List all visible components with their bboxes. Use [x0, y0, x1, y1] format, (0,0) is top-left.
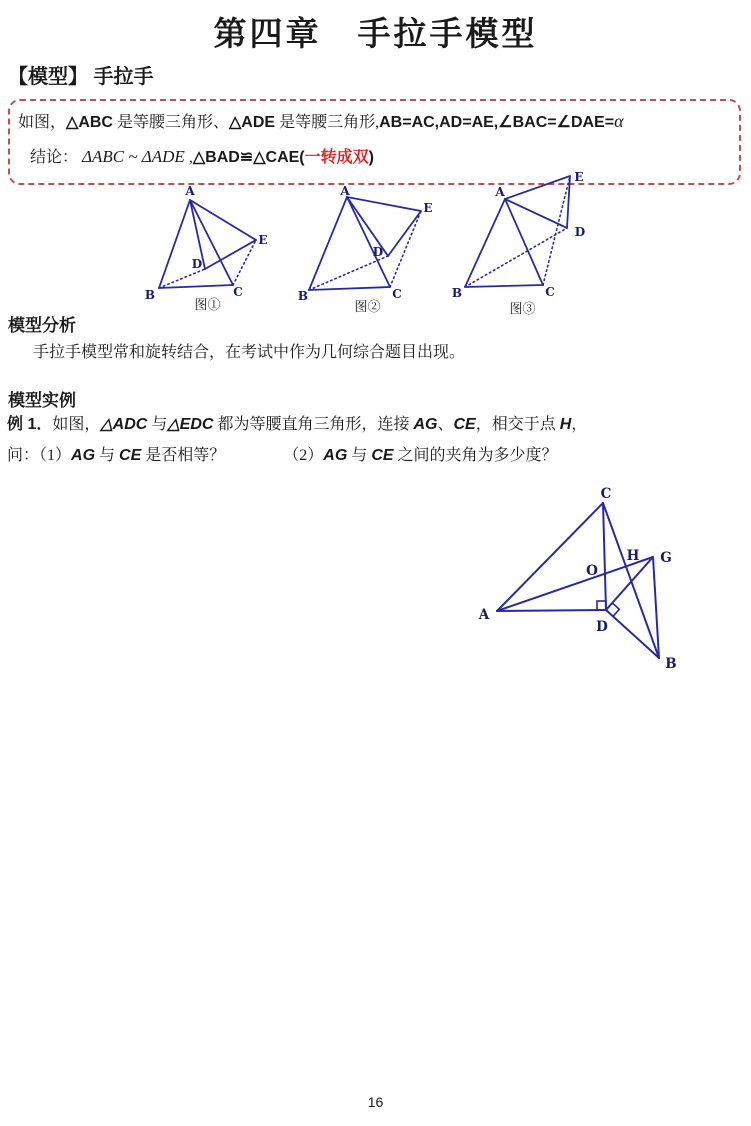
- math-term: AG: [71, 447, 96, 464]
- vertex-label-e: E: [423, 201, 433, 215]
- text-segment: ,: [184, 149, 193, 166]
- math-term: CE: [453, 416, 476, 433]
- vertex-label-d: D: [191, 257, 203, 271]
- vertex-label-a: A: [495, 185, 505, 199]
- edge-bc: [465, 285, 543, 287]
- text-segment: ，: [571, 416, 588, 433]
- edge-ae: [347, 197, 421, 211]
- vertex-label-a: A: [478, 607, 490, 623]
- vertex-label-a: A: [340, 184, 350, 198]
- vertex-label-c: C: [545, 285, 555, 299]
- text-segment: 是否相等？: [141, 447, 226, 464]
- edge-bc: [159, 285, 233, 288]
- text-segment: 与: [347, 447, 372, 464]
- highlight-red-text: 一转成双: [304, 149, 369, 166]
- figure-3-diagram: [450, 170, 595, 302]
- edge-ad: [497, 610, 606, 611]
- text-segment: 如图，: [52, 416, 101, 433]
- right-angle-mark: [597, 601, 606, 610]
- vertex-label-c: C: [392, 287, 402, 301]
- text-segment: 之间的夹角为多少度？: [393, 447, 558, 464]
- figure-1-caption: 图①: [194, 297, 221, 312]
- text-segment: ): [368, 149, 374, 166]
- vertex-label-b: B: [665, 656, 677, 672]
- text-segment: 是等腰三角形、: [112, 114, 229, 131]
- edge-ce-dotted: [543, 176, 570, 285]
- example1-line1: [7, 411, 587, 434]
- model-section-heading: 【模型】 手拉手: [8, 66, 154, 88]
- page-title: 第四章 手拉手模型: [213, 14, 538, 53]
- vertex-label-d: D: [372, 245, 384, 259]
- analysis-heading: 模型分析: [8, 316, 76, 335]
- edge-ab: [465, 199, 505, 287]
- edge-de: [388, 211, 421, 256]
- figure-2-caption: 图②: [354, 299, 381, 314]
- vertex-label-d: D: [574, 225, 586, 239]
- text-segment: 如图，: [18, 114, 67, 131]
- model-box-line2: [30, 144, 374, 167]
- vertex-label-b: B: [451, 286, 463, 300]
- edge-ca: [505, 199, 543, 285]
- right-angle-diamond-mark: [606, 603, 619, 617]
- math-term: AG: [323, 447, 348, 464]
- math-term: AB=AC,AD=AE,∠BAC=∠DAE=: [379, 114, 615, 131]
- math-term: AG: [413, 416, 438, 433]
- math-term: CE: [119, 447, 142, 464]
- edge-bd-dotted: [465, 228, 567, 287]
- example1-diagram: [450, 480, 710, 680]
- math-term: H: [559, 416, 572, 433]
- text-segment: 都为等腰直角三角形，连接: [213, 416, 414, 433]
- edge-bd-dotted: [159, 269, 205, 288]
- math-term: △ABC: [66, 114, 113, 131]
- vertex-label-c: C: [600, 486, 612, 502]
- edge-ae: [505, 176, 570, 199]
- analysis-body: 手拉手模型常和旋转结合，在考试中作为几何综合题目出现。: [33, 344, 466, 361]
- vertex-label-a: A: [185, 184, 195, 198]
- point-label-h: H: [626, 548, 640, 564]
- math-term: CE: [371, 447, 394, 464]
- congruence-statement: △BAD≌△CAE(: [192, 149, 305, 166]
- edge-ca: [347, 197, 390, 287]
- vertex-label-e: E: [574, 170, 584, 184]
- similarity-statement: ΔABC ~ ΔADE: [82, 147, 185, 166]
- text-segment: 是等腰三角形,: [275, 114, 380, 131]
- edge-cd: [603, 503, 606, 610]
- examples-heading: 模型实例: [8, 391, 76, 410]
- vertex-label-e: E: [258, 233, 268, 247]
- point-label-o: O: [586, 563, 598, 579]
- model-definition-box: [8, 99, 741, 185]
- edge-ce-dotted: [390, 211, 421, 287]
- text-segment: 与: [147, 416, 168, 433]
- page-number: 16: [367, 1094, 384, 1110]
- edge-bc: [309, 287, 390, 290]
- alpha-symbol: α: [614, 111, 624, 131]
- model-box-line1: [18, 109, 624, 132]
- vertex-label-d: D: [596, 619, 608, 635]
- vertex-label-b: B: [297, 289, 309, 303]
- text-segment: 结论：: [30, 149, 83, 166]
- example1-line2: [7, 442, 558, 465]
- math-term: △ADE: [229, 114, 276, 131]
- figure-2-diagram: [297, 184, 435, 312]
- edge-ac: [497, 503, 603, 611]
- vertex-label-b: B: [144, 288, 156, 302]
- vertex-label-g: G: [660, 550, 672, 566]
- figure-3-caption: 图③: [509, 301, 536, 316]
- edge-ab: [159, 200, 190, 288]
- text-segment: 、: [437, 416, 454, 433]
- math-term: △ADC: [100, 416, 148, 433]
- math-term: △EDC: [167, 416, 214, 433]
- vertex-label-c: C: [233, 285, 243, 299]
- example-number: 例 1．: [7, 416, 53, 433]
- question-2-start: （2）: [283, 447, 324, 464]
- text-segment: 问：（1）: [7, 447, 72, 464]
- text-segment: 与: [95, 447, 120, 464]
- text-segment: ，相交于点: [475, 416, 560, 433]
